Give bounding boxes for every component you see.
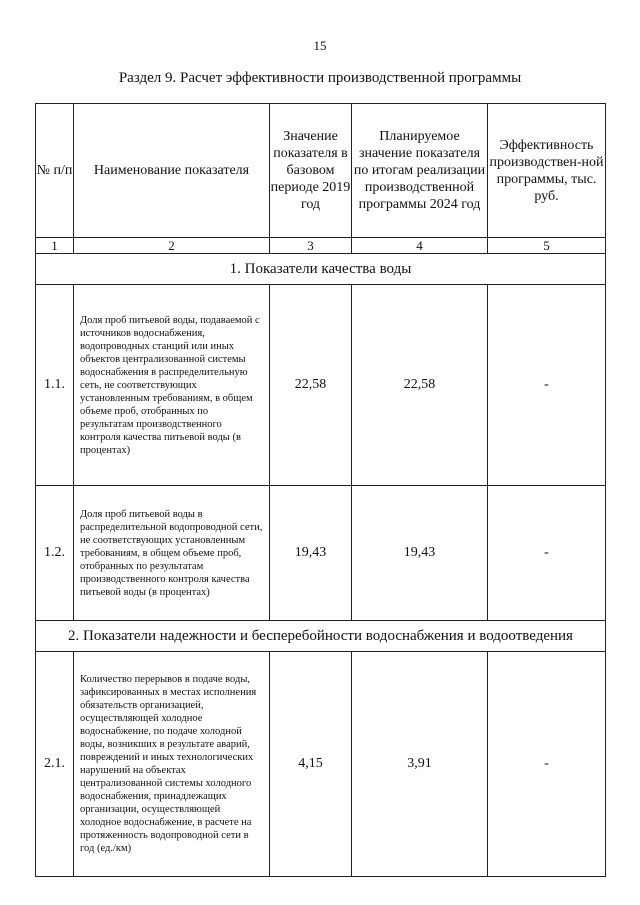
table-row: [36, 285, 606, 486]
header-efficiency: Эффективность производствен-ной программы, тыс. руб.: [488, 104, 606, 238]
group-row-water-quality: [36, 254, 606, 285]
row-base-value: 4,15: [270, 652, 352, 877]
page-number: 15: [313, 38, 327, 53]
efficiency-table: [35, 103, 606, 877]
header-base-value: Значение показателя в базовом периоде 2019 год: [270, 104, 352, 238]
column-number: 5: [488, 238, 606, 254]
section-title: Раздел 9. Расчет эффективности производственной программы: [118, 70, 522, 86]
group-title: 2. Показатели надежности и бесперебойности водоснабжения и водоотведения: [36, 621, 606, 652]
table-row: [36, 486, 606, 621]
column-number: 1: [36, 238, 74, 254]
row-number: 2.1.: [36, 652, 74, 877]
row-base-value: 22,58: [270, 285, 352, 486]
group-title: 1. Показатели качества воды: [36, 254, 606, 285]
row-indicator-name: Доля проб питьевой воды, подаваемой с источников водоснабжения, водопроводных станций или иных объектов централизованной системы водоснабжения в распределительную сеть, не соответствующих установленным требованиям, в общем объеме проб, отобранных по результатам производственного контроля качества питьевой воды (в процентах): [74, 285, 270, 486]
table-row: [36, 652, 606, 877]
row-indicator-name: Количество перерывов в подаче воды, зафиксированных в местах исполнения обязательств организацией, осуществляющей холодное водоснабжение, по подаче холодной воды, возникших в результате аварий, повреждений и иных технологических нарушений на объектах централизованной системы холодного водоснабжения, принадлежащих организации, осуществляющей холодное водоснабжение, в расчете на протяженность водопроводной сети в год (ед./км): [74, 652, 270, 877]
row-planned-value: 22,58: [352, 285, 488, 486]
table-header-row: [36, 104, 606, 238]
row-planned-value: 3,91: [352, 652, 488, 877]
column-number-row: [36, 238, 606, 254]
row-efficiency: -: [488, 486, 606, 621]
row-indicator-name: Доля проб питьевой воды в распределительной водопроводной сети, не соответствующих установленным требованиям, в общем объеме проб, отобранных по результатам производственного контроля качества питьевой воды (в процентах): [74, 486, 270, 621]
column-number: 3: [270, 238, 352, 254]
row-number: 1.1.: [36, 285, 74, 486]
header-indicator-name: Наименование показателя: [74, 104, 270, 238]
row-efficiency: -: [488, 652, 606, 877]
row-efficiency: -: [488, 285, 606, 486]
header-planned-value: Планируемое значение показателя по итогам реализации производственной программы 2024 год: [352, 104, 488, 238]
row-base-value: 19,43: [270, 486, 352, 621]
header-number: № п/п: [36, 104, 74, 238]
column-number: 2: [74, 238, 270, 254]
column-number: 4: [352, 238, 488, 254]
group-row-reliability: [36, 621, 606, 652]
row-planned-value: 19,43: [352, 486, 488, 621]
row-number: 1.2.: [36, 486, 74, 621]
